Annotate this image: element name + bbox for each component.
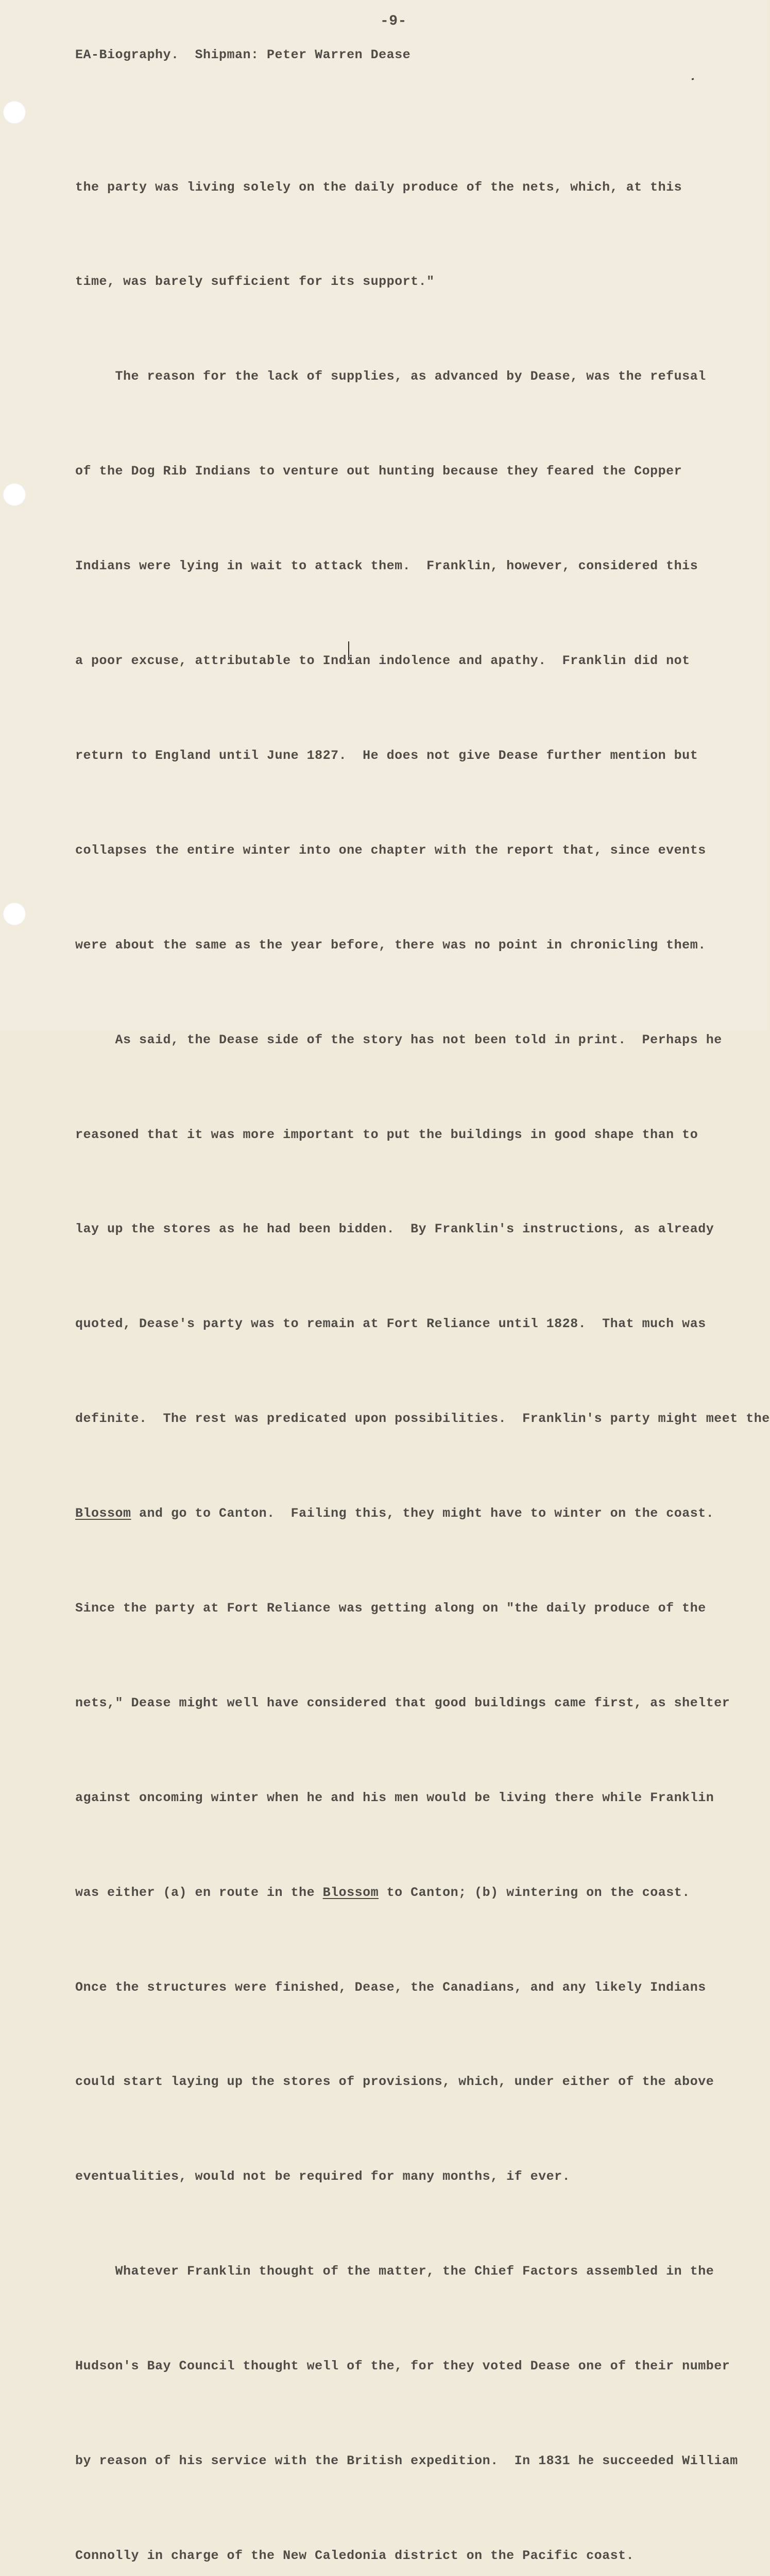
- ink-speck: [692, 78, 694, 80]
- text-line: return to England until June 1827. He does not give Dease further mention but: [75, 748, 698, 763]
- text-line-start: was either (a) en route in the: [75, 1885, 323, 1900]
- text-line: could start laying up the stores of provisions, which, under either of the above: [75, 2074, 714, 2090]
- text-line: quoted, Dease's party was to remain at Fort Reliance until 1828. That much was: [75, 1316, 706, 1332]
- text-line: definite. The rest was predicated upon possibilities. Franklin's party might meet the: [75, 1411, 770, 1427]
- text-line: [75, 1877, 770, 1908]
- text-line: As said, the Dease side of the story has not been told in print. Perhaps he: [75, 1032, 722, 1047]
- text-line: Whatever Franklin thought of the matter, the Chief Factors assembled in the: [75, 2264, 714, 2279]
- text-line: Connolly in charge of the New Caledonia district on the Pacific coast.: [75, 2548, 635, 2563]
- text-line: reasoned that it was more important to put the buildings in good shape than to: [75, 1127, 698, 1142]
- text-line: Since the party at Fort Reliance was getting along on "the daily produce of the: [75, 1600, 706, 1616]
- text-line: The reason for the lack of supplies, as advanced by Dease, was the refusal: [75, 369, 706, 384]
- punch-hole: [3, 101, 26, 124]
- page-number: -9-: [380, 13, 407, 29]
- text-line: a poor excuse, attributable to Indian indolence and apathy. Franklin did not: [75, 653, 690, 669]
- text-line-rest: and go to Canton. Failing this, they might have to winter on the coast.: [131, 1506, 714, 1521]
- text-line: Indians were lying in wait to attack them. Franklin, however, considered this: [75, 558, 698, 574]
- text-line: nets," Dease might well have considered that good buildings came first, as shelter: [75, 1695, 730, 1710]
- punch-hole: [3, 903, 26, 925]
- body-text: [75, 108, 770, 2576]
- text-line: lay up the stores as he had been bidden. By Franklin's instructions, as already: [75, 1222, 714, 1237]
- text-line: by reason of his service with the British expedition. In 1831 he succeeded William: [75, 2453, 738, 2468]
- text-line: the party was living solely on the daily produce of the nets, which, at this: [75, 179, 682, 195]
- text-line: against oncoming winter when he and his men would be living there while Franklin: [75, 1790, 714, 1805]
- text-line: [75, 1498, 770, 1529]
- punch-hole: [3, 483, 26, 506]
- ship-name-underlined: Blossom: [75, 1506, 131, 1521]
- text-line: collapses the entire winter into one chapter with the report that, since events: [75, 842, 706, 858]
- text-line: were about the same as the year before, there was no point in chronicling them.: [75, 937, 706, 953]
- text-line: eventualities, would not be required for many months, if ever.: [75, 2169, 571, 2184]
- text-line: Hudson's Bay Council thought well of the, for they voted Dease one of their number: [75, 2359, 730, 2374]
- ship-name-underlined: Blossom: [322, 1885, 379, 1900]
- document-header: EA-Biography. Shipman: Peter Warren Dease: [75, 47, 411, 62]
- text-line-rest: to Canton; (b) wintering on the coast.: [379, 1885, 690, 1900]
- text-line: of the Dog Rib Indians to venture out hunting because they feared the Copper: [75, 464, 682, 479]
- text-line: Once the structures were finished, Dease, the Canadians, and any likely Indians: [75, 1979, 706, 1995]
- text-line: time, was barely sufficient for its support.": [75, 274, 435, 290]
